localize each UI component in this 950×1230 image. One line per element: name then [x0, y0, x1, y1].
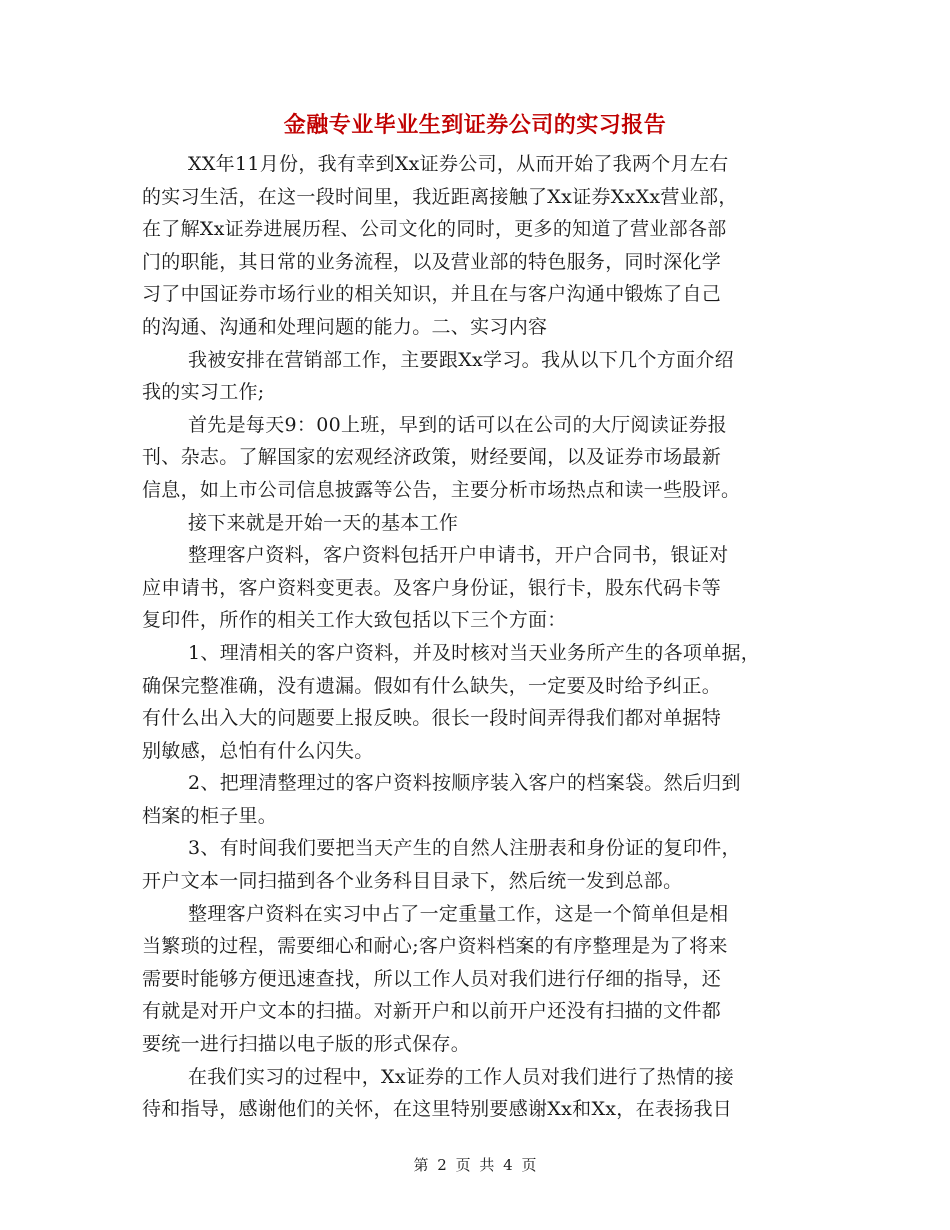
body-text-line: XX年11月份，我有幸到Xx证券公司，从而开始了我两个月左右: [188, 153, 729, 175]
page-footer: 第 2 页 共 4 页: [413, 1156, 537, 1174]
body-text-line: 的沟通、沟通和处理问题的能力。二、实习内容: [142, 315, 548, 338]
body-text-line: 我的实习工作;: [142, 381, 265, 404]
body-text-line: 待和指导，感谢他们的关怀，在这里特别要感谢Xx和Xx，在表扬我日: [142, 1098, 733, 1121]
body-text-line: 开户文本一同扫描到各个业务科目目录下，然后统一发到总部。: [142, 870, 683, 893]
body-text-line: 档案的柜子里。: [142, 804, 278, 827]
body-text-line: 确保完整准确，没有遗漏。假如有什么缺失，一定要及时给予纠正。: [142, 674, 722, 697]
document-title: 金融专业毕业生到证券公司的实习报告: [283, 112, 667, 138]
body-text-line: 接下来就是开始一天的基本工作: [188, 511, 459, 534]
body-text-line: 复印件，所作的相关工作大致包括以下三个方面：: [142, 609, 567, 632]
body-text-line: 2、把理清整理过的客户资料按顺序装入客户的档案袋。然后归到: [188, 772, 741, 795]
body-text-line: 有就是对开户文本的扫描。对新开户和以前开户还没有扫描的文件都: [142, 1000, 722, 1023]
body-text-line: 在了解Xx证券进展历程、公司文化的同时，更多的知道了营业部各部: [142, 218, 727, 241]
body-text-line: 整理客户资料在实习中占了一定重量工作，这是一个简单但是相: [188, 902, 729, 925]
body-text-line: 有什么出入大的问题要上报反映。很长一段时间弄得我们都对单据特: [142, 707, 722, 730]
body-text-line: 整理客户资料，客户资料包括开户申请书，开户合同书，银证对: [188, 544, 729, 567]
body-text-line: 的实习生活，在这一段时间里，我近距离接触了Xx证券XxXx营业部，: [142, 185, 738, 208]
body-text-line: 应申请书，客户资料变更表。及客户身份证，银行卡，股东代码卡等: [142, 576, 722, 599]
document-body: [142, 148, 820, 1126]
body-text-line: 首先是每天9：00上班，早到的话可以在公司的大厅阅读证券报: [188, 413, 727, 436]
body-text-line: 在我们实习的过程中，Xx证券的工作人员对我们进行了热情的接: [188, 1065, 734, 1088]
body-text-line: 需要时能够方便迅速查找，所以工作人员对我们进行仔细的指导，还: [142, 967, 722, 990]
body-text-line: 门的职能，其日常的业务流程，以及营业部的特色服务，同时深化学: [142, 250, 722, 273]
body-text-line: 当繁琐的过程，需要细心和耐心;客户资料档案的有序整理是为了将来: [142, 935, 728, 958]
body-text-line: 3、有时间我们要把当天产生的自然人注册表和身份证的复印件，: [188, 837, 741, 860]
body-text-line: 1、理清相关的客户资料，并及时核对当天业务所产生的各项单据，: [188, 641, 761, 664]
body-text-line: 信息，如上市公司信息披露等公告，主要分析市场热点和读一些股评。: [142, 478, 741, 501]
body-text-line: 要统一进行扫描以电子版的形式保存。: [142, 1033, 471, 1056]
body-text-line: 习了中国证券市场行业的相关知识，并且在与客户沟通中锻炼了自己: [142, 283, 722, 306]
body-text-line: 别敏感，总怕有什么闪失。: [142, 739, 374, 762]
body-text-line: 刊、杂志。了解国家的宏观经济政策，财经要闻，以及证券市场最新: [142, 446, 722, 469]
body-text-line: 我被安排在营销部工作，主要跟Xx学习。我从以下几个方面介绍: [188, 348, 734, 371]
